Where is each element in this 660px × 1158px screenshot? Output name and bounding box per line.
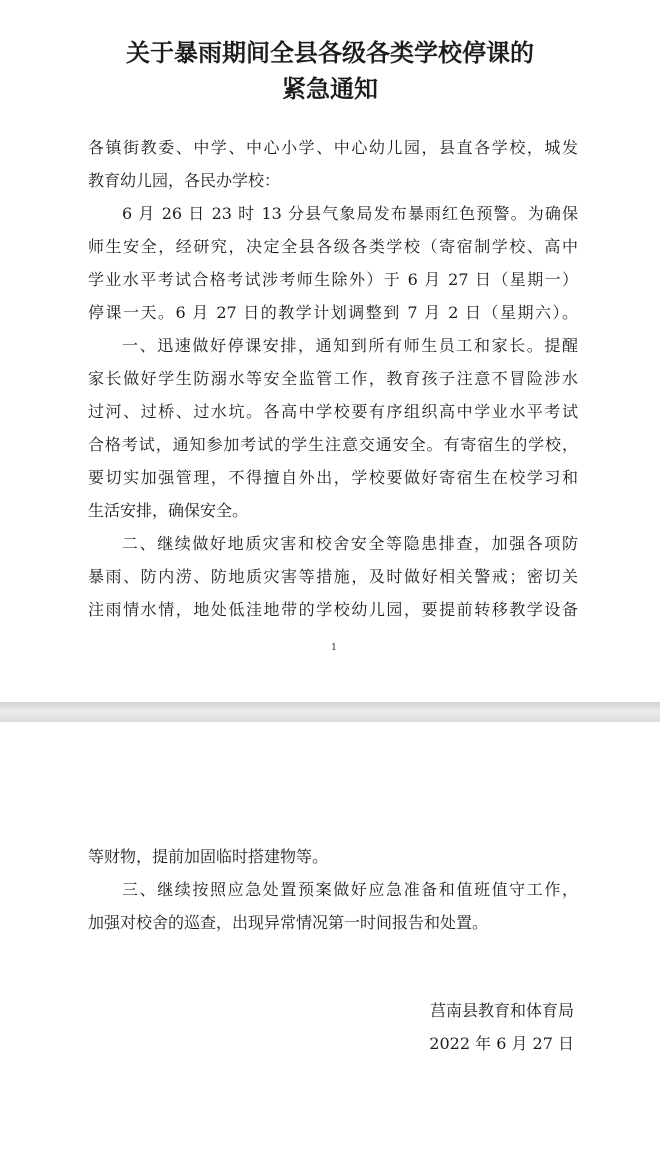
paragraph-intro-line: 6 月 26 日 23 时 13 分县气象局发布暴雨红色预警。为确保 [122, 204, 578, 223]
document-page-2 [0, 722, 660, 1158]
paragraph-one-line: 一、迅速做好停课安排，通知到所有师生员工和家长。提醒 [122, 336, 578, 355]
paragraph-one-line: 要切实加强管理，不得擅自外出，学校要做好寄宿生在校学习和 [88, 468, 578, 487]
paragraph-two-continuation: 等财物，提前加固临时搭建物等。 [88, 847, 329, 866]
paragraph-two-line: 注雨情水情，地处低洼地带的学校幼儿园，要提前转移教学设备 [88, 600, 578, 619]
notice-title-line-2: 紧急通知 [282, 74, 378, 103]
paragraph-two-line: 二、继续做好地质灾害和校舍安全等隐患排查，加强各项防 [122, 534, 578, 553]
paragraph-three-line: 加强对校舍的巡查，出现异常情况第一时间报告和处置。 [88, 913, 489, 932]
paragraph-three-line: 三、继续按照应急处置预案做好应急准备和值班值守工作， [122, 880, 578, 899]
recipients-line-1: 各镇街教委、中学、中心小学、中心幼儿园，县直各学校，城发 [88, 138, 578, 157]
issuer-name: 莒南县教育和体育局 [429, 1001, 574, 1020]
notice-title-line-1: 关于暴雨期间全县各级各类学校停课的 [126, 38, 534, 67]
paragraph-one-line: 合格考试，通知参加考试的学生注意交通安全。有寄宿生的学校， [88, 435, 578, 454]
recipients-line-2: 教育幼儿园，各民办学校： [88, 171, 281, 190]
page-separator [0, 702, 660, 722]
paragraph-one-line: 生活安排，确保安全。 [88, 501, 249, 520]
paragraph-intro-line: 学业水平考试合格考试涉考师生除外）于 6 月 27 日（星期一） [88, 270, 578, 289]
paragraph-intro-line: 师生安全，经研究，决定全县各级各类学校（寄宿制学校、高中 [88, 237, 578, 256]
paragraph-one-line: 家长做好学生防溺水等安全监管工作，教育孩子注意不冒险涉水 [88, 369, 578, 388]
page-number: 1 [331, 643, 337, 653]
paragraph-one-line: 过河、过桥、过水坑。各高中学校要有序组织高中学业水平考试 [88, 402, 578, 421]
paragraph-intro-line: 停课一天。6 月 27 日的教学计划调整到 7 月 2 日（星期六）。 [88, 303, 578, 322]
issue-date: 2022 年 6 月 27 日 [429, 1034, 574, 1053]
paragraph-two-line: 暴雨、防内涝、防地质灾害等措施，及时做好相关警戒；密切关 [88, 567, 578, 586]
